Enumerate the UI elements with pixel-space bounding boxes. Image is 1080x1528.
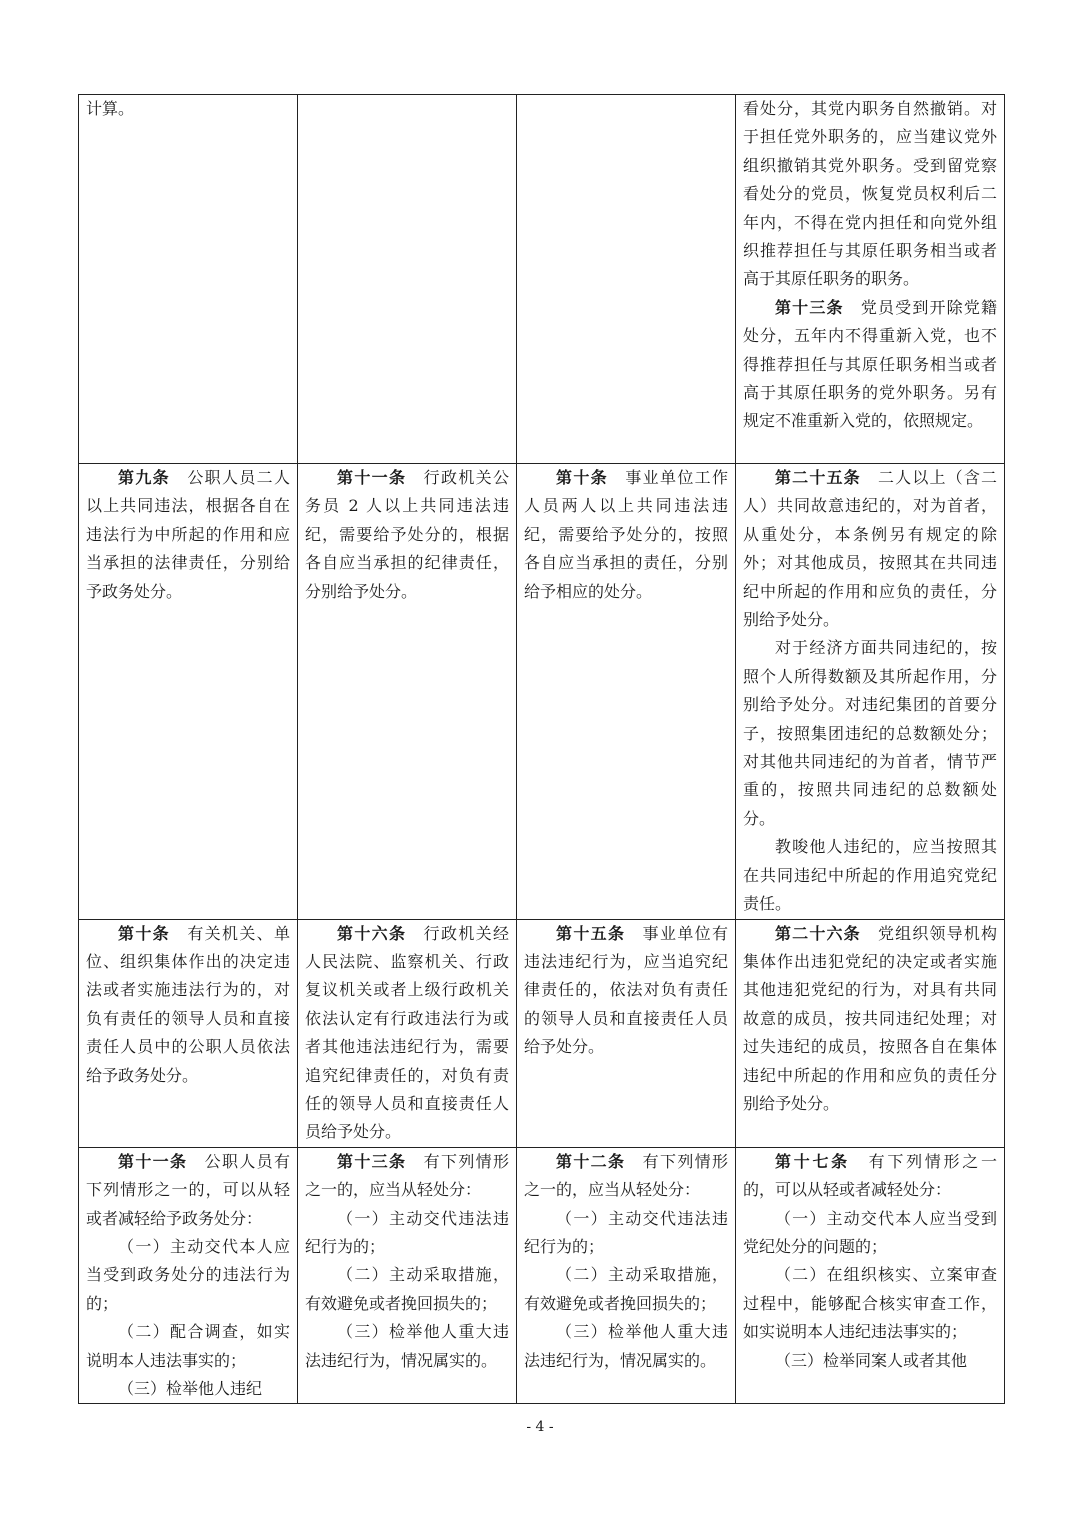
cell-paragraph (743, 1148, 997, 1205)
cell-paragraph (305, 464, 509, 606)
cell-paragraph (524, 1318, 728, 1375)
cell-paragraph (743, 294, 997, 436)
paragraph-text: （三）检举他人违纪 (118, 1379, 263, 1398)
cell-paragraph (743, 1205, 997, 1262)
paragraph-text: 有下列情形之一的，应当从轻处分： (305, 1151, 509, 1200)
paragraph-text: （二）主动采取措施，有效避免或者挽回损失的； (524, 1265, 728, 1313)
cell-paragraph (305, 1318, 509, 1375)
paragraph-text: 事业单位有违法违纪行为，应当追究纪律责任的，依法对负有责任的领导人员和直接责任人员给予处分。 (524, 923, 728, 1057)
table-row (79, 464, 1005, 920)
paragraph-text: 有下列情形之一的，可以从轻或者减轻处分： (743, 1151, 997, 1200)
paragraph-text: 教唆他人违纪的，应当按照其在共同违纪中所起的作用追究党纪责任。 (743, 837, 997, 914)
paragraph-text: （三）检举他人重大违法违纪行为，情况属实的。 (305, 1322, 509, 1370)
article-number: 第十二条 (556, 1151, 626, 1171)
paragraph-text: 行政机关公务员 2 人以上共同违法违纪，需要给予处分的，根据各自应当承担的纪律责任，分别给予处分。 (305, 468, 509, 601)
cell-paragraph (305, 920, 509, 1147)
paragraph-text: （一）主动交代违法违纪行为的； (524, 1208, 728, 1256)
table-cell (517, 464, 736, 920)
paragraph-text: 公职人员二人以上共同违法，根据各自在违法行为中所起的作用和应当承担的法律责任，分别给予政务处分。 (86, 468, 290, 601)
paragraph-text: 行政机关经人民法院、监察机关、行政复议机关或者上级行政机关依法认定有行政违法行为或者其他违法违纪行为，需要追究纪律责任的，对负有责任的领导人员和直接责任人员给予处分。 (305, 923, 509, 1142)
paragraph-text: （一）主动交代本人应当受到党纪处分的问题的； (743, 1208, 997, 1256)
cell-paragraph (743, 95, 997, 294)
table-cell (79, 464, 298, 920)
cell-paragraph (86, 920, 290, 1090)
cell-paragraph (86, 95, 290, 123)
article-number: 第九条 (118, 468, 170, 487)
cell-paragraph (524, 920, 728, 1062)
comparison-table (78, 94, 1005, 1404)
table-cell (79, 1147, 298, 1404)
paragraph-text: 二人以上（含二人）共同故意违纪的，对为首者，从重处分，本条例另有规定的除外；对其他成员，按照其在共同违纪中所起的作用和应负的责任，分别给予处分。 (743, 468, 997, 630)
cell-paragraph (305, 1261, 509, 1318)
cell-paragraph (524, 1261, 728, 1318)
article-number: 第十三条 (337, 1151, 407, 1171)
article-number: 第二十六条 (775, 923, 861, 943)
cell-paragraph (305, 1148, 509, 1205)
cell-paragraph (86, 1318, 290, 1375)
paragraph-text: 对于经济方面共同违纪的，按照个人所得数额及其所起作用，分别给予处分。对违纪集团的首要分子，按照集团违纪的总数额处分；对其他共同违纪的为首者，情节严重的，按照共同违纪的总数额处分。 (743, 638, 997, 828)
paragraph-text: （二）配合调查，如实说明本人违法事实的； (86, 1322, 290, 1370)
cell-paragraph (86, 1148, 290, 1233)
paragraph-text: 党组织领导机构集体作出违犯党纪的决定或者实施其他违犯党纪的行为，对具有共同故意的成员，按共同违纪处理；对过失违纪的成员，按照各自在集体违纪中所起的作用和应负的责任分别给予处分。 (743, 923, 997, 1113)
cell-paragraph (86, 1375, 290, 1403)
cell-paragraph (743, 464, 997, 634)
paragraph-text: （三）检举同案人或者其他 (775, 1350, 968, 1370)
table-cell (298, 464, 517, 920)
paragraph-text: （三）检举他人重大违法违纪行为，情况属实的。 (524, 1322, 728, 1370)
paragraph-text: （二）主动采取措施，有效避免或者挽回损失的； (305, 1265, 509, 1313)
paragraph-text: （二）在组织核实、立案审查过程中，能够配合核实审查工作，如实说明本人违纪违法事实的； (743, 1265, 997, 1342)
table-cell (517, 919, 736, 1147)
cell-paragraph (86, 464, 290, 606)
article-number: 第十五条 (556, 923, 626, 943)
article-number: 第二十五条 (775, 468, 861, 487)
paragraph-text: （一）主动交代本人应当受到政务处分的违法行为的； (86, 1236, 290, 1313)
article-number: 第十七条 (775, 1151, 850, 1171)
table-cell (517, 95, 736, 464)
paragraph-text: 有关机关、单位、组织集体作出的决定违法或者实施违法行为的，对负有责任的领导人员和直接责任人员中的公职人员依法给予政务处分。 (86, 923, 290, 1085)
cell-paragraph (524, 464, 728, 606)
article-number: 第十三条 (775, 297, 844, 317)
paragraph-text: 计算。 (86, 99, 135, 118)
cell-paragraph (305, 1205, 509, 1262)
paragraph-text: 有下列情形之一的，应当从轻处分： (524, 1151, 728, 1200)
table-row (79, 919, 1005, 1147)
paragraph-text: 事业单位工作人员两人以上共同违法违纪，需要给予处分的，按照各自应当承担的责任，分别给予相应的处分。 (524, 468, 728, 601)
cell-paragraph (743, 920, 997, 1119)
article-number: 第十六条 (337, 923, 407, 943)
cell-paragraph (743, 833, 997, 918)
table-cell (298, 95, 517, 464)
cell-paragraph (743, 634, 997, 833)
table-cell (517, 1147, 736, 1404)
cell-paragraph (524, 1148, 728, 1205)
article-number: 第十一条 (118, 1151, 188, 1171)
page-number: - 4 - (526, 1419, 554, 1435)
cell-paragraph (524, 1205, 728, 1262)
paragraph-text: 看处分，其党内职务自然撤销。对于担任党外职务的，应当建议党外组织撤销其党外职务。受到留党察看处分的党员，恢复党员权利后二年内，不得在党内担任和向党外组织推荐担任与其原任职务相当或者高于其原任职务的职务。 (743, 99, 997, 289)
table-cell (79, 95, 298, 464)
table-cell (298, 1147, 517, 1404)
cell-paragraph (743, 1261, 997, 1346)
table-row (79, 95, 1005, 464)
table-cell (736, 1147, 1005, 1404)
paragraph-text: 公职人员有下列情形之一的，可以从轻或者减轻给予政务处分： (86, 1151, 290, 1228)
paragraph-text: （一）主动交代违法违纪行为的； (305, 1208, 509, 1256)
table-cell (79, 919, 298, 1147)
paragraph-text: 党员受到开除党籍处分，五年内不得重新入党，也不得推荐担任与其原任职务相当或者高于其原任职务的党外职务。另有规定不准重新入党的，依照规定。 (743, 297, 997, 431)
table-cell (736, 95, 1005, 464)
table-cell (736, 464, 1005, 920)
article-number: 第十条 (556, 468, 608, 487)
table-row (79, 1147, 1005, 1404)
table-cell (298, 919, 517, 1147)
cell-paragraph (743, 1347, 997, 1375)
table-cell (736, 919, 1005, 1147)
article-number: 第十一条 (337, 468, 407, 487)
article-number: 第十条 (118, 923, 170, 943)
cell-paragraph (86, 1233, 290, 1318)
